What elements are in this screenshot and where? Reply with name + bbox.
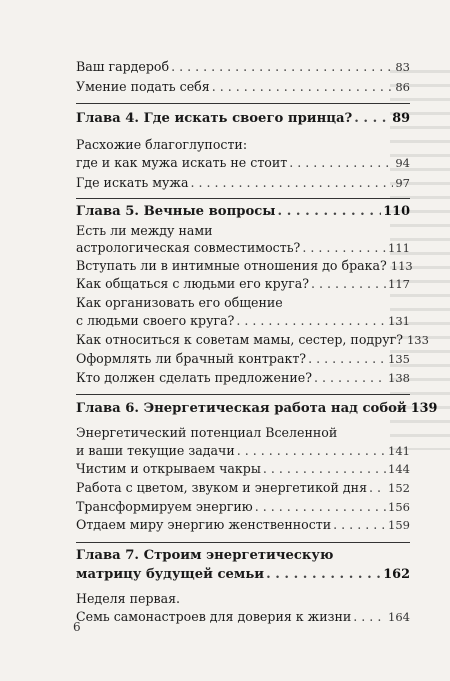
toc-entry-title: Расхожие благоглупости:: [76, 137, 248, 152]
chapter-divider-rule: [76, 198, 410, 199]
toc-entry-title: Глава 7. Строим энергетическую: [76, 548, 334, 563]
toc-page-number: 94: [395, 156, 410, 170]
dot-leader: [289, 154, 393, 171]
dot-leader: [302, 239, 386, 256]
toc-entry-title: астрологическая совместимость?: [76, 240, 301, 255]
toc-entry-title: Семь самонастроев для доверия к жизни: [76, 609, 352, 624]
toc-entry[interactable]: [76, 154, 410, 172]
toc-entry[interactable]: [76, 424, 410, 441]
toc-chapter-entry[interactable]: [76, 203, 410, 220]
toc-entry-title: Энергетический потенциал Вселенной: [76, 425, 338, 440]
chapter-divider-rule: [76, 103, 410, 104]
toc-entry[interactable]: [76, 312, 410, 330]
toc-entry[interactable]: [76, 136, 410, 153]
dot-leader: [333, 516, 386, 533]
toc-page-number: 89: [392, 111, 410, 126]
toc-entry-title: Как организовать его общение: [76, 295, 283, 310]
toc-entry[interactable]: [76, 350, 410, 368]
toc-entry-title: Отдаем миру энергию женственности: [76, 517, 332, 532]
dot-leader: [314, 369, 386, 386]
toc-entry[interactable]: [76, 58, 410, 76]
toc-page-number: 159: [388, 518, 410, 532]
dot-leader: [191, 174, 394, 191]
toc-entry-title: матрицу будущей семьи: [76, 567, 265, 582]
toc-entry[interactable]: [76, 460, 410, 478]
toc-page-number: 138: [388, 371, 410, 385]
toc-page-number: 144: [388, 462, 410, 476]
toc-chapter-entry[interactable]: [76, 400, 438, 417]
toc-page-number: 162: [383, 567, 410, 582]
toc-entry-title: Работа с цветом, звуком и энергетикой дня: [76, 480, 368, 495]
toc-entry[interactable]: [76, 239, 410, 257]
toc-page-number: 131: [388, 314, 410, 328]
toc-entry[interactable]: [76, 590, 410, 607]
toc-entry-title: с людьми своего круга?: [76, 313, 235, 328]
toc-page-number: 141: [388, 444, 410, 458]
toc-entry-title: Вступать ли в интимные отношения до брака?: [76, 258, 387, 273]
toc-entry[interactable]: [76, 174, 410, 192]
chapter-divider-rule: [76, 394, 410, 395]
toc-entry-title: Где искать мужа: [76, 175, 189, 190]
toc-entry-title: Глава 6. Энергетическая работа над собой: [76, 401, 407, 416]
toc-entry-title: Кто должен сделать предложение?: [76, 370, 312, 385]
dot-leader: [308, 350, 386, 367]
toc-entry-title: где и как мужа искать не стоит: [76, 155, 288, 170]
toc-entry-title: Глава 4. Где искать своего принца?: [76, 111, 353, 126]
toc-entry-title: Умение подать себя: [76, 79, 210, 94]
toc-page-number: 156: [388, 500, 410, 514]
dot-leader: [278, 203, 382, 220]
dot-leader: [171, 58, 393, 75]
toc-entry-title: Как относиться к советам мамы, сестер, подруг?: [76, 332, 403, 347]
toc-entry-title: Чистим и открываем чакры: [76, 461, 261, 476]
toc-entry[interactable]: [76, 294, 410, 311]
toc-entry[interactable]: [76, 516, 410, 534]
toc-entry[interactable]: [76, 547, 410, 564]
toc-page-number: 113: [390, 259, 413, 273]
toc-page-number: 86: [395, 80, 410, 94]
dot-leader: [353, 608, 386, 625]
toc-entry[interactable]: [76, 442, 410, 460]
chapter-divider-rule: [76, 542, 410, 543]
toc-page-number: 164: [388, 610, 410, 624]
toc-page-number: 83: [395, 60, 410, 74]
toc-chapter-entry[interactable]: [76, 566, 410, 583]
toc-page-number: 111: [388, 241, 410, 255]
dot-leader: [237, 442, 386, 459]
toc-entry[interactable]: [76, 222, 410, 239]
toc-entry-title: Оформлять ли брачный контракт?: [76, 351, 307, 366]
toc-entry[interactable]: [76, 479, 410, 497]
toc-entry-title: и ваши текущие задачи: [76, 443, 235, 458]
dot-leader: [255, 498, 386, 515]
dot-leader: [266, 566, 381, 583]
toc-chapter-entry[interactable]: [76, 110, 410, 127]
toc-page-number: 117: [388, 277, 410, 291]
toc-entry-title: Неделя первая.: [76, 591, 181, 606]
toc-page-number: 152: [388, 481, 410, 495]
toc-entry[interactable]: [76, 78, 410, 96]
toc-entry[interactable]: [76, 257, 413, 275]
dot-leader: [263, 460, 386, 477]
dot-leader: [369, 479, 386, 496]
toc-page-number: 133: [406, 333, 429, 347]
toc-entry[interactable]: [76, 331, 429, 349]
dot-leader: [212, 78, 394, 95]
dot-leader: [236, 312, 386, 329]
toc-entry[interactable]: [76, 608, 410, 626]
toc-page-number: 97: [395, 176, 410, 190]
toc-entry-title: Ваш гардероб: [76, 59, 170, 74]
toc-entry[interactable]: [76, 275, 410, 293]
toc-entry-title: Трансформируем энергию: [76, 499, 253, 514]
toc-entry[interactable]: [76, 498, 410, 516]
toc-page-number: 110: [383, 204, 410, 219]
dot-leader: [311, 275, 386, 292]
toc-page-number: 135: [388, 352, 410, 366]
toc-entry-title: Есть ли между нами: [76, 223, 213, 238]
toc-entry-title: Как общаться с людьми его круга?: [76, 276, 309, 291]
toc-entry[interactable]: [76, 369, 410, 387]
toc-page-number: 139: [410, 401, 438, 416]
dot-leader: [354, 110, 390, 127]
page-number: 6: [73, 620, 81, 634]
toc-entry-title: Глава 5. Вечные вопросы: [76, 204, 276, 219]
